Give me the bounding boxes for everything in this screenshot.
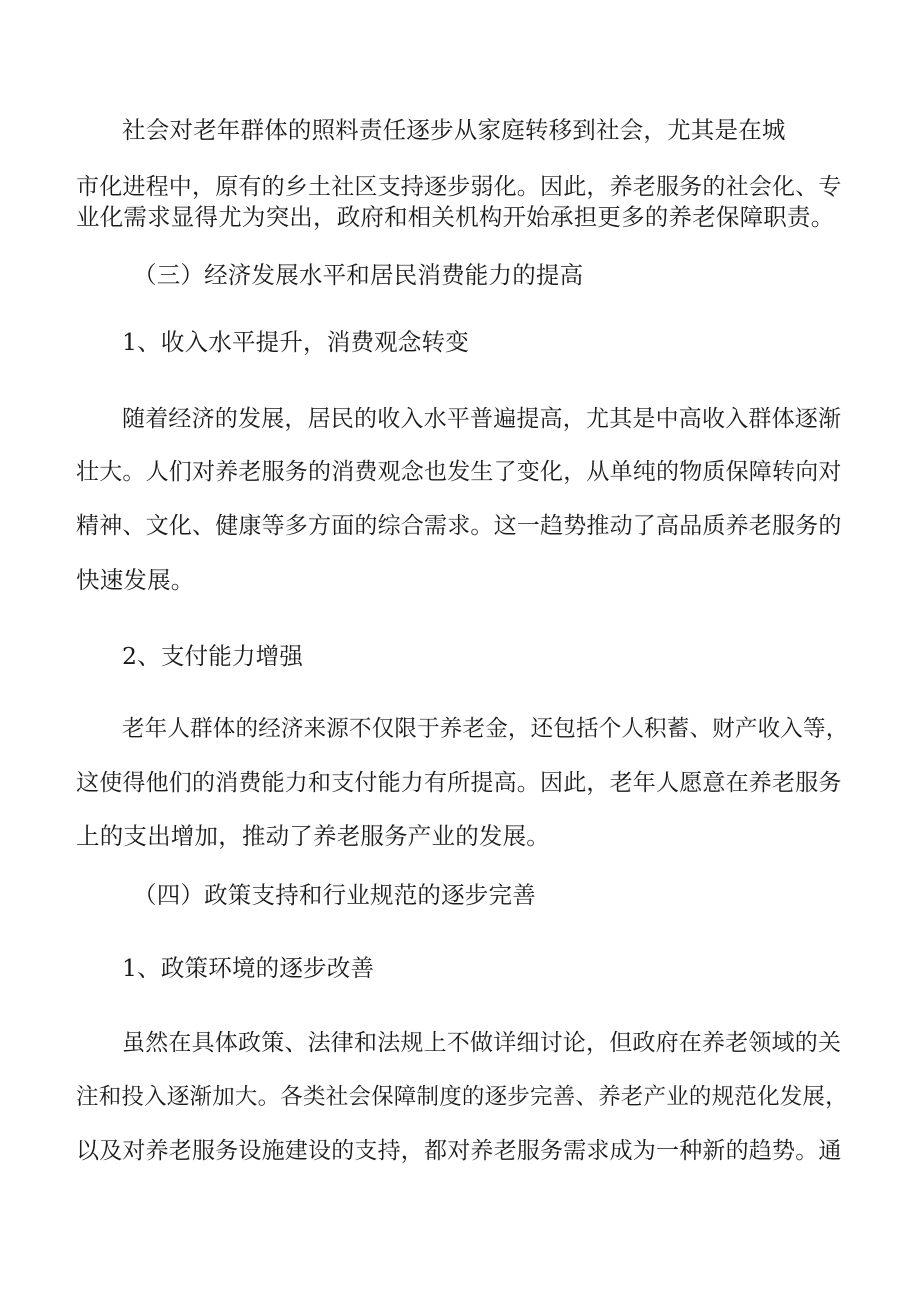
paragraph-line: 以及对养老服务设施建设的支持，都对养老服务需求成为一种新的趋势。通 (76, 1138, 842, 1164)
paragraph-line: 虽然在具体政策、法律和法规上不做详细讨论，但政府在养老领域的关 (122, 1030, 842, 1056)
paragraph-line: 市化进程中，原有的乡土社区支持逐步弱化。因此，养老服务的社会化、专 (76, 174, 842, 200)
paragraph-line: 社会对老年群体的照料责任逐步从家庭转移到社会，尤其是在城 (122, 116, 786, 144)
section-heading: （三）经济发展水平和居民消费能力的提高 (133, 261, 584, 289)
paragraph-line: 精神、文化、健康等多方面的综合需求。这一趋势推动了高品质养老服务的 (76, 513, 842, 539)
paragraph-line: 老年人群体的经济来源不仅限于养老金，还包括个人积蓄、财产收入等， (122, 716, 849, 742)
paragraph-line: 壮大。人们对养老服务的消费观念也发生了变化，从单纯的物质保障转向对 (76, 459, 842, 485)
subsection-heading: 2、支付能力增强 (122, 642, 304, 670)
paragraph-line: 快速发展。 (76, 566, 195, 594)
paragraph-line: 注和投入逐渐加大。各类社会保障制度的逐步完善、养老产业的规范化发展， (76, 1084, 848, 1110)
paragraph-line: 随着经济的发展，居民的收入水平普遍提高，尤其是中高收入群体逐渐 (122, 406, 842, 432)
subsection-heading: 1、政策环境的逐步改善 (122, 954, 375, 982)
paragraph-line: 上的支出增加，推动了养老服务产业的发展。 (76, 822, 550, 850)
subsection-heading: 1、收入水平提升，消费观念转变 (122, 328, 469, 356)
section-heading: （四）政策支持和行业规范的逐步完善 (133, 881, 536, 909)
paragraph-line: 业化需求显得尤为突出，政府和相关机构开始承担更多的养老保障职责。 (76, 203, 835, 231)
paragraph-line: 这使得他们的消费能力和支付能力有所提高。因此，老年人愿意在养老服务 (76, 770, 842, 796)
